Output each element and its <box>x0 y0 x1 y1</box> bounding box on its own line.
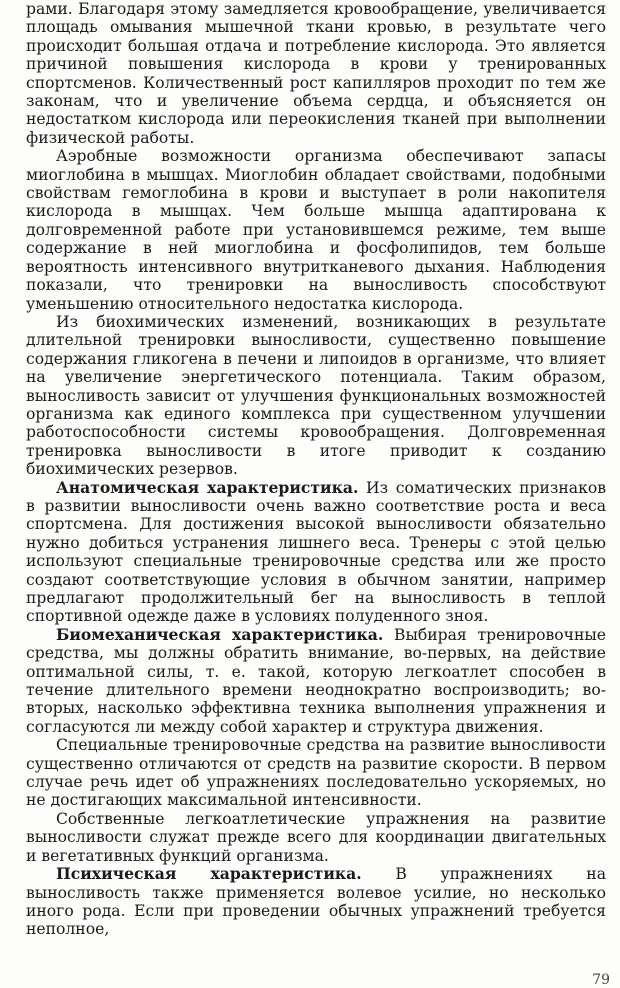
paragraph <box>26 810 606 865</box>
paragraph <box>26 0 606 147</box>
page-number: 79 <box>592 972 610 988</box>
paragraph-text: рами. Благодаря этому замедляется кровообращение, увеличивается площадь омывания мышечной ткани кровью, в результате чего происходит большая отдача и потребление кислорода. Это является причиной повышения кислорода в крови у тренированных спортсменов. Количественный рост капилляров проходит по тем же законам, что и увеличение объема сердца, и объясняется он недостатком кислорода или переокисления тканей при выполнении физической работы. <box>26 0 606 147</box>
paragraph <box>26 865 606 939</box>
paragraph-text: Из соматических признаков в развитии выносливости очень важно соответствие роста и веса спортсмена. Для достижения высокой выносливости обязательно нужно добиться устранения лишнего веса. Тренеры с этой целью используют специальные тренировочные средства или же просто создают соответствующие условия в обычном занятии, например предлагают продолжительный бег на выносливость в теплой спортивной одежде даже в условиях полуденного зноя. <box>26 478 606 626</box>
paragraph-text: Из биохимических изменений, возникающих в результате длительной тренировки выносливости, существенно повышение содержания гликогена в печени и липоидов в организме, что влияет на увеличение энергетического потенциала. Таким образом, выносливость зависит от улучшения функциональных возможностей организма как единого комплекса при существенном улучшении работоспособности системы кровообращения. Долговременная тренировка выносливости в итоге приводит к созданию биохимических резервов. <box>26 312 606 479</box>
section-heading-anatomical: Анатомическая характеристика. <box>56 477 359 497</box>
paragraph-text: Собственные легкоатлетические упражнения на развитие выносливости служат прежде всего для координации двигательных и вегетативных функций организма. <box>26 809 606 865</box>
paragraph-text: Аэробные возможности организма обеспечивают запасы миоглобина в мышцах. Миоглобин обладает свойствами, подобными свойствам гемоглобина в крови и выступает в роли накопителя кислорода в мышцах. Чем больше мышца адаптирована к долговременной работе при установившемся режиме, тем выше содержание в ней миоглобина и фосфолипидов, тем больше вероятность интенсивного внутритканевого дыхания. Наблюдения показали, что тренировки на выносливость способствуют уменьшению относительного недостатка кислорода. <box>26 147 606 313</box>
section-heading-psychological: Психическая характеристика. <box>56 864 362 884</box>
paragraph <box>26 479 606 626</box>
paragraph <box>26 736 606 810</box>
paragraph <box>26 147 606 313</box>
paragraph-text: Специальные тренировочные средства на развитие выносливости существенно отличаются от средств на развитие скорости. В первом случае речь идет об упражнениях последовательно ускоряемых, но не достигающих максимальной интенсивности. <box>26 736 606 810</box>
paragraph-text: В упражнениях на выносливость также применяется волевое усилие, но несколько иного рода. Если при проведении обычных упражнений требуется неполное, <box>26 865 606 939</box>
paragraph <box>26 313 606 479</box>
paragraph <box>26 626 606 736</box>
paragraph-text: Выбирая тренировочные средства, мы должны обратить внимание, во-первых, на действие оптимальной силы, т. е. такой, которую легкоатлет способен в течение длительного времени неоднократно воспроизводить; во-вторых, насколько эффективна техника выполнения упражнения и согласуются ли между собой характер и структура движения. <box>26 625 606 736</box>
section-heading-biomechanical: Биомеханическая характеристика. <box>56 624 384 644</box>
